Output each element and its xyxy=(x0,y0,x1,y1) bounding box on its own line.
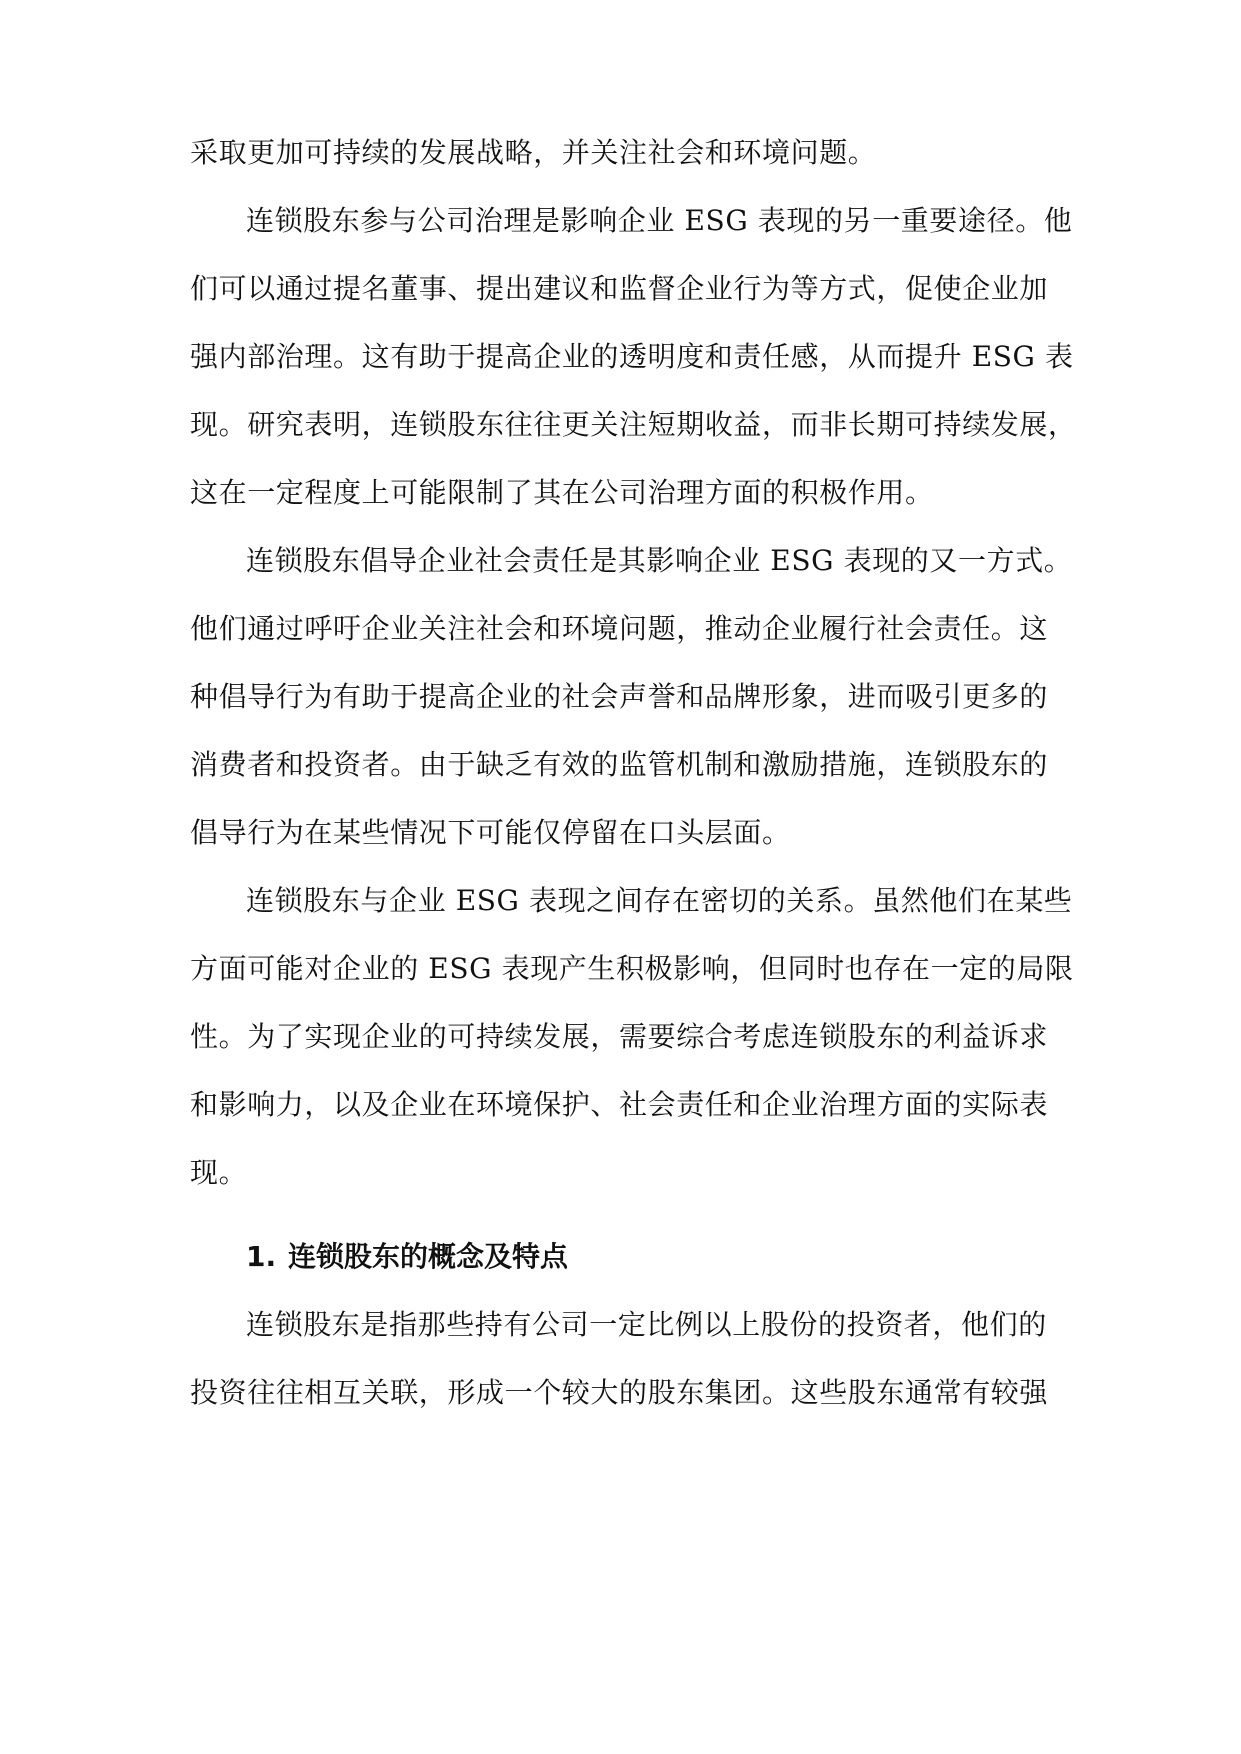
section-number: 1. xyxy=(246,1240,277,1273)
paragraph-line: 现。 xyxy=(190,1156,248,1189)
paragraph-line: 连锁股东与企业 ESG 表现之间存在密切的关系。虽然他们在某些 xyxy=(246,884,1073,917)
paragraph-line: 采取更加可持续的发展战略，并关注社会和环境问题。 xyxy=(190,136,877,169)
paragraph-line: 连锁股东倡导企业社会责任是其影响企业 ESG 表现的又一方式。 xyxy=(246,544,1073,577)
paragraph-line: 这在一定程度上可能限制了其在公司治理方面的积极作用。 xyxy=(190,476,934,509)
section-title: 连锁股东的概念及特点 xyxy=(288,1240,569,1273)
paragraph-line: 们可以通过提名董事、提出建议和监督企业行为等方式，促使企业加 xyxy=(190,272,1049,305)
paragraph-line: 现。研究表明，连锁股东往往更关注短期收益，而非长期可持续发展， xyxy=(190,408,1077,441)
paragraph-line: 连锁股东是指那些持有公司一定比例以上股份的投资者，他们的 xyxy=(246,1308,1047,1341)
paragraph-line: 倡导行为在某些情况下可能仅停留在口头层面。 xyxy=(190,816,791,849)
paragraph-line: 性。为了实现企业的可持续发展，需要综合考虑连锁股东的利益诉求 xyxy=(190,1020,1049,1053)
paragraph-line: 投资往往相互关联，形成一个较大的股东集团。这些股东通常有较强 xyxy=(190,1376,1049,1409)
paragraph-line: 和影响力，以及企业在环境保护、社会责任和企业治理方面的实际表 xyxy=(190,1088,1049,1121)
paragraph-line: 种倡导行为有助于提高企业的社会声誉和品牌形象，进而吸引更多的 xyxy=(190,680,1049,713)
section-heading xyxy=(246,1240,568,1274)
paragraph-line: 强内部治理。这有助于提高企业的透明度和责任感，从而提升 ESG 表 xyxy=(190,340,1074,373)
paragraph-line: 消费者和投资者。由于缺乏有效的监管机制和激励措施，连锁股东的 xyxy=(190,748,1049,781)
paragraph-line: 方面可能对企业的 ESG 表现产生积极影响，但同时也存在一定的局限 xyxy=(190,952,1074,985)
paragraph-line: 连锁股东参与公司治理是影响企业 ESG 表现的另一重要途径。他 xyxy=(246,204,1073,237)
paragraph-line: 他们通过呼吁企业关注社会和环境问题，推动企业履行社会责任。这 xyxy=(190,612,1049,645)
